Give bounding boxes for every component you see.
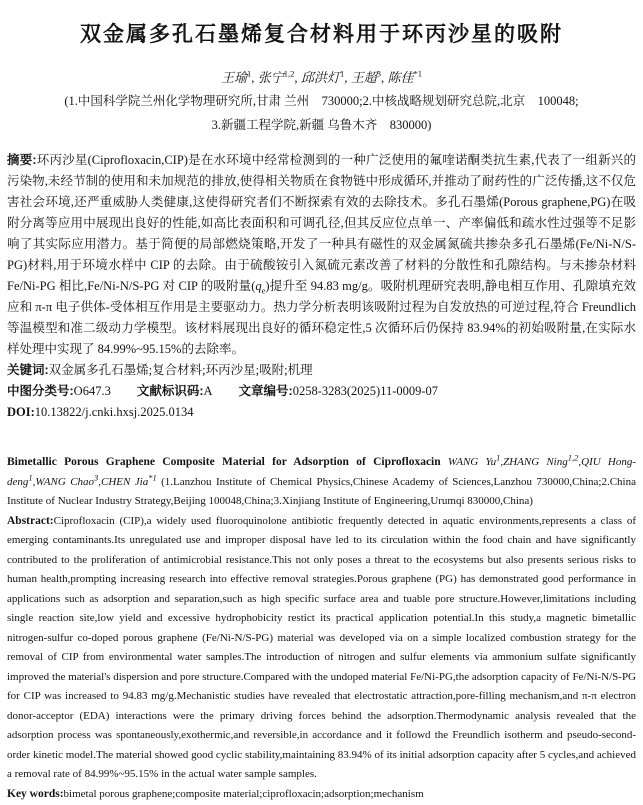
affiliation-en: (1.Lanzhou Institute of Chemical Physics,Chinese Academy of Sciences,Lanzhou 730000,China;2.China Institute of Nuclear Industry Strategy,Beijing 100048,China;3.Xinjiang Institute of Engineering,Urumqi 830000,China) bbox=[7, 475, 636, 507]
doi-label: DOI: bbox=[7, 405, 35, 419]
doi-value: 10.13822/j.cnki.hxsj.2025.0134 bbox=[34, 405, 194, 419]
article-id-value: 0258-3283(2025)11-0009-07 bbox=[292, 384, 439, 398]
adsorption-capacity-variable: q bbox=[255, 279, 262, 293]
author-name: ZHANG Ning bbox=[503, 456, 568, 468]
author-cn bbox=[221, 70, 255, 85]
author-cn bbox=[387, 70, 422, 85]
document-code-label: 文献标识码: bbox=[136, 384, 204, 398]
author-separator: , bbox=[32, 475, 36, 488]
author-en bbox=[32, 471, 102, 488]
paper-title-cn: 双金属多孔石墨烯复合材料用于环丙沙星的吸附 bbox=[80, 23, 563, 46]
english-title-authors bbox=[7, 453, 636, 512]
author-cn bbox=[351, 70, 385, 85]
author-separator: , bbox=[380, 70, 385, 85]
author-separator: , bbox=[578, 456, 582, 468]
author-superscript: 1 bbox=[28, 471, 33, 482]
author-separator: , bbox=[500, 456, 504, 468]
keywords-cn-line bbox=[7, 360, 636, 381]
author-name: WANG Chao bbox=[35, 475, 95, 488]
article-id-label: 文章编号: bbox=[238, 384, 293, 398]
author-superscript: 3 bbox=[94, 471, 99, 482]
author-separator: , bbox=[294, 70, 298, 85]
keywords-en-text: bimetal porous graphene;composite material;ciprofloxacin;adsorption;mechanism bbox=[63, 787, 424, 800]
author-superscript: 1 bbox=[339, 68, 345, 79]
abstract-en bbox=[7, 512, 636, 785]
author-separator: , bbox=[344, 70, 348, 85]
adsorption-capacity-subscript: e bbox=[261, 285, 266, 296]
author-cn bbox=[301, 70, 348, 85]
author-name: 王超 bbox=[350, 70, 377, 85]
paper-title-en: Bimetallic Porous Graphene Composite Material for Adsorption of Ciprofloxacin bbox=[7, 456, 441, 468]
author-name: 张宁 bbox=[257, 70, 284, 85]
author-superscript: 3 bbox=[376, 68, 381, 79]
meta-line bbox=[7, 381, 636, 402]
affiliation-cn-line2: 3.新疆工程学院,新疆 乌鲁木齐 830000) bbox=[211, 118, 432, 132]
author-en bbox=[101, 471, 157, 488]
author-name: WANG Yu bbox=[447, 456, 497, 468]
authors-cn bbox=[7, 69, 636, 87]
clc-number bbox=[7, 384, 111, 398]
document-code bbox=[137, 384, 213, 398]
affiliation-cn-line1: (1.中国科学院兰州化学物理研究所,甘肃 兰州 730000;2.中核战略规划研究总院,北京 100048; bbox=[64, 94, 579, 108]
author-name: 邱洪灯 bbox=[300, 70, 340, 85]
keywords-cn-label: 关键词: bbox=[7, 363, 49, 377]
abstract-cn-text-2: )提升至 94.83 mg/g。吸附机理研究表明,静电相互作用、孔隙填充效应和 π-π 电子供体-受体相互作用是主要驱动力。热力学分析表明该吸附过程为自发放热的可逆过程,符合 Freundlich 等温模型和准二级动力学模型。该材料展现出良好的循环稳定性,5 次循环后仍保持 83.94%的初始吸附量,在实际水样处理中实现了 84.99%~95.15%的去除率。 bbox=[7, 279, 636, 356]
author-name: 王瑜 bbox=[221, 70, 248, 85]
clc-label: 中图分类号: bbox=[7, 384, 74, 398]
keywords-cn-text: 双金属多孔石墨烯;复合材料;环丙沙星;吸附;机理 bbox=[48, 363, 313, 377]
author-cn bbox=[258, 70, 298, 85]
article-id bbox=[239, 384, 439, 398]
english-section bbox=[7, 453, 636, 804]
abstract-cn-label: 摘要: bbox=[7, 153, 37, 167]
abstract-cn-text-1: 环丙沙星(Ciprofloxacin,CIP)是在水环境中经常检测到的一种广泛使用的氟喹诺酮类抗生素,代表了一组新兴的污染物,未经节制的使用和未加规范的排放,使得相关物质在食物链中形成循环,并推动了耐药性的广泛传播,这不仅危害社会环境,还严重威胁人类健康,这使得研究者们不断探索有效的去除技术。多孔石墨烯(Porous graphene,PG)在吸附分离等应用中展现出良好的性能,如高比表面积和可调孔径,但其反应位点单一、产率偏低和疏水性过强等不足影响了其实际应用潜力。基于简便的局部燃烧策略,开发了一种具有磁性的双金属氮硫共掺杂多孔石墨烯(Fe/Ni-N/S-PG)材料,用于环境水样中 CIP 的去除。由于硫酸铵引入氮硫元素改善了材料的分散性和孔隙结构。与未掺杂材料 Fe/Ni-PG 相比,Fe/Ni-N/S-PG 对 CIP 的吸附量( bbox=[7, 153, 636, 293]
author-name: QIU Hong-deng bbox=[7, 456, 636, 488]
abstract-cn bbox=[7, 150, 636, 360]
author-superscript: *1 bbox=[413, 68, 422, 79]
author-superscript: 1 bbox=[496, 452, 501, 463]
author-name: 陈佳 bbox=[387, 70, 414, 85]
author-superscript: 1 bbox=[247, 68, 252, 79]
author-en bbox=[447, 452, 504, 468]
author-separator: , bbox=[98, 475, 102, 488]
abstract-en-text: Ciprofloxacin (CIP),a widely used fluoroquinolone antibiotic frequently detected in aquatic environments,represents a class of emerging contaminants.Its unregulated use and improper disposal have led to its circulation within the food chain and have significantly contributed to the proliferation of antimicrobial resistance.This not only poses a threat to the ecosystems but also presents serious risks to human health,prompting increasing research into effective removal strategies.Porous graphene (PG) has demonstrated good performance in applications such as adsorption and separation,such as high specific surface area and tuable pore structure.However,limitations including single reaction site,low yield and excessive hydrophobicity restict its practical application potential.In this study,a magnetic bimetallic nitrogen-sulfur co-doped porous graphene (Fe/Ni-N/S-PG) material was developed via on a simple localized combustion strategy for the removal of CIP from environmental water samples.The introduction of nitrogen and sulfur elements via ammonium sulfate significantly improved the material's dispersion and pore structure.Compared with the undoped material Fe/Ni-PG,the adsorption capacity of Fe/Ni-N/S-PG for CIP was increased to 94.83 mg/g.Mechanistic studies have revealed that electrostatic attraction,pore-filling mechanism,and π-π electron donor-acceptor (EDA) interactions were the primary driving forces behind the adsorption.Thermodynamic analysis revealed that the adsorption process was spontaneously,exothermic,and reversible,in accordance and it followd the Freundlich isotherm and pseudo-second-order kinetic model.The material showed good cyclic stability,maintaining 83.94% of its initial adsorption capacity after 5 cycles,and achieved a removal rate of 84.99%~95.15% in the actual water sample samples. bbox=[7, 514, 636, 780]
author-en bbox=[503, 452, 582, 468]
author-superscript: 1,2 bbox=[567, 452, 579, 463]
keywords-en-label: Key words: bbox=[7, 787, 64, 800]
author-separator: , bbox=[251, 70, 255, 85]
abstract-en-label: Abstract: bbox=[7, 514, 54, 527]
clc-value: O647.3 bbox=[73, 384, 111, 398]
author-superscript: 1,2 bbox=[283, 68, 295, 79]
keywords-en-line bbox=[7, 785, 636, 805]
author-superscript: *1 bbox=[148, 471, 157, 482]
document-code-value: A bbox=[203, 384, 213, 398]
doi-line bbox=[7, 402, 636, 423]
author-name: CHEN Jia bbox=[101, 475, 149, 488]
